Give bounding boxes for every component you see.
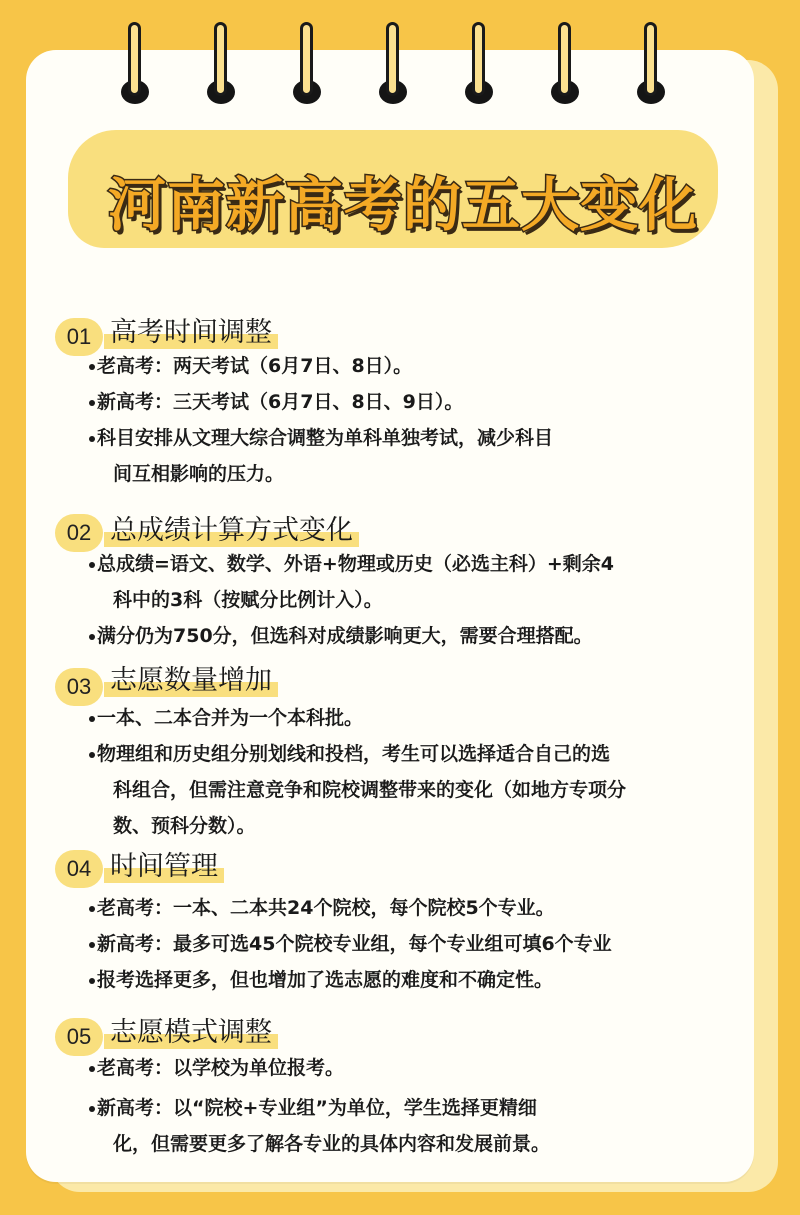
- section-number: 04: [55, 850, 103, 888]
- bullet-item: 新高考：最多可选45个院校专业组，每个专业组可填6个专业: [97, 926, 612, 962]
- bullet-item: 报考选择更多，但也增加了选志愿的难度和不确定性。: [97, 962, 553, 998]
- bullet-item: 老高考：两天考试（6月7日、8日）。: [97, 348, 412, 384]
- section-number: 02: [55, 514, 103, 552]
- binder-ring-icon: [376, 22, 410, 106]
- bullet-item: 老高考：以学校为单位报考。: [97, 1050, 344, 1086]
- binder-ring-icon: [204, 22, 238, 106]
- bullet-continuation: 数、预科分数）。: [113, 815, 256, 837]
- bullet-item: 总成绩=语文、数学、外语+物理或历史（必选主科）+剩余4: [97, 546, 614, 582]
- binder-ring-icon: [634, 22, 668, 106]
- section-title: 志愿模式调整: [104, 1010, 278, 1049]
- bullet-continuation: 间互相影响的压力。: [113, 463, 285, 485]
- bullet-item: 新高考：三天考试（6月7日、8日、9日）。: [97, 384, 463, 420]
- section-number: 05: [55, 1018, 103, 1056]
- bullet-continuation: 科组合，但需注意竞争和院校调整带来的变化（如地方专项分: [113, 779, 627, 801]
- bullet-item: 科目安排从文理大综合调整为单科单独考试，减少科目: [97, 420, 553, 456]
- binder-ring-icon: [462, 22, 496, 106]
- bullet-item: 老高考：一本、二本共24个院校，每个院校5个专业。: [97, 890, 555, 926]
- bullet-continuation: 科中的3科（按赋分比例计入）。: [113, 589, 383, 611]
- section-number: 03: [55, 668, 103, 706]
- binder-ring-icon: [290, 22, 324, 106]
- page-title: 河南新高考的五大变化: [107, 171, 698, 239]
- bullet-continuation: 化，但需要更多了解各专业的具体内容和发展前景。: [113, 1133, 551, 1155]
- section-number: 01: [55, 318, 103, 356]
- bullet-item: 满分仍为750分，但选科对成绩影响更大，需要合理搭配。: [97, 618, 593, 654]
- section-title: 志愿数量增加: [104, 658, 278, 697]
- bullet-item: 物理组和历史组分别划线和投档，考生可以选择适合自己的选: [97, 736, 610, 772]
- section-title: 时间管理: [104, 844, 224, 883]
- section-title: 高考时间调整: [104, 310, 278, 349]
- bullet-item: 一本、二本合并为一个本科批。: [97, 700, 363, 736]
- binder-ring-icon: [548, 22, 582, 106]
- binder-ring-icon: [118, 22, 152, 106]
- bullet-item: 新高考：以“院校+专业组”为单位，学生选择更精细: [97, 1090, 537, 1126]
- section-title: 总成绩计算方式变化: [104, 508, 359, 547]
